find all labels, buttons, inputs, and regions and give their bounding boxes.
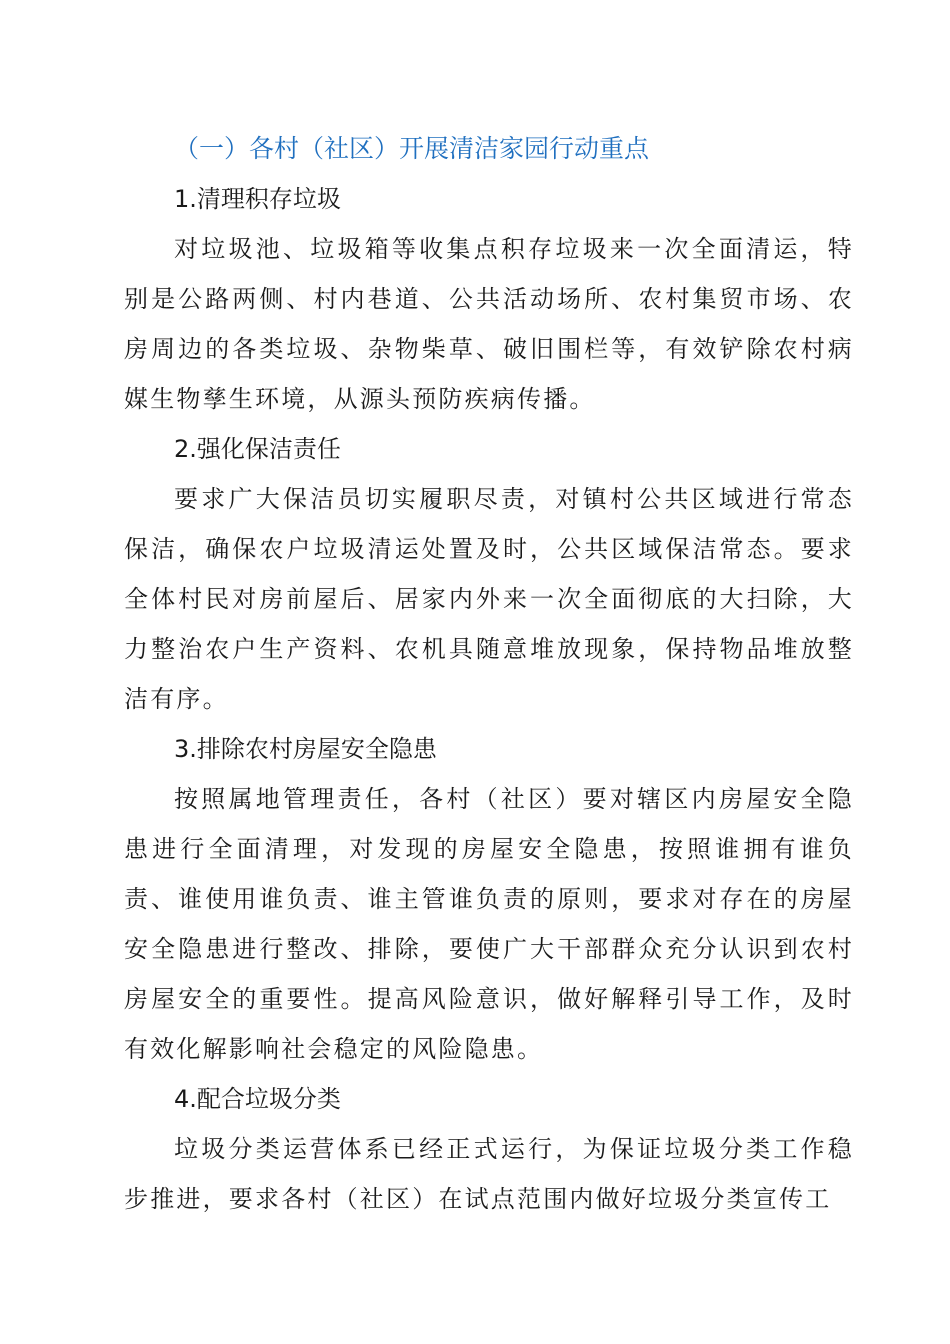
paragraph-4: 垃圾分类运营体系已经正式运行，为保证垃圾分类工作稳步推进，要求各村（社区）在试点范围内做好垃圾分类宣传工 — [124, 1135, 854, 1213]
subsection-title-2: 2.强化保洁责任 — [174, 435, 341, 463]
paragraph-2: 要求广大保洁员切实履职尽责，对镇村公共区域进行常态保洁，确保农户垃圾清运处置及时，公共区域保洁常态。要求全体村民对房前屋后、居家内外来一次全面彻底的大扫除，大力整治农户生产资料、农机具随意堆放现象，保持物品堆放整洁有序。 — [124, 485, 854, 713]
subsection-title-4: 4.配合垃圾分类 — [174, 1085, 341, 1113]
document-content — [124, 124, 854, 1224]
subsection-title-1: 1.清理积存垃圾 — [174, 185, 341, 213]
subsection-title-3: 3.排除农村房屋安全隐患 — [174, 735, 437, 763]
paragraph-3: 按照属地管理责任，各村（社区）要对辖区内房屋安全隐患进行全面清理，对发现的房屋安全隐患，按照谁拥有谁负责、谁使用谁负责、谁主管谁负责的原则，要求对存在的房屋安全隐患进行整改、排除，要使广大干部群众充分认识到农村房屋安全的重要性。提高风险意识，做好解释引导工作，及时有效化解影响社会稳定的风险隐患。 — [124, 785, 854, 1063]
section-heading: （一）各村（社区）开展清洁家园行动重点 — [174, 134, 650, 163]
paragraph-1: 对垃圾池、垃圾箱等收集点积存垃圾来一次全面清运，特别是公路两侧、村内巷道、公共活动场所、农村集贸市场、农房周边的各类垃圾、杂物柴草、破旧围栏等，有效铲除农村病媒生物孳生环境，从源头预防疾病传播。 — [124, 235, 854, 413]
